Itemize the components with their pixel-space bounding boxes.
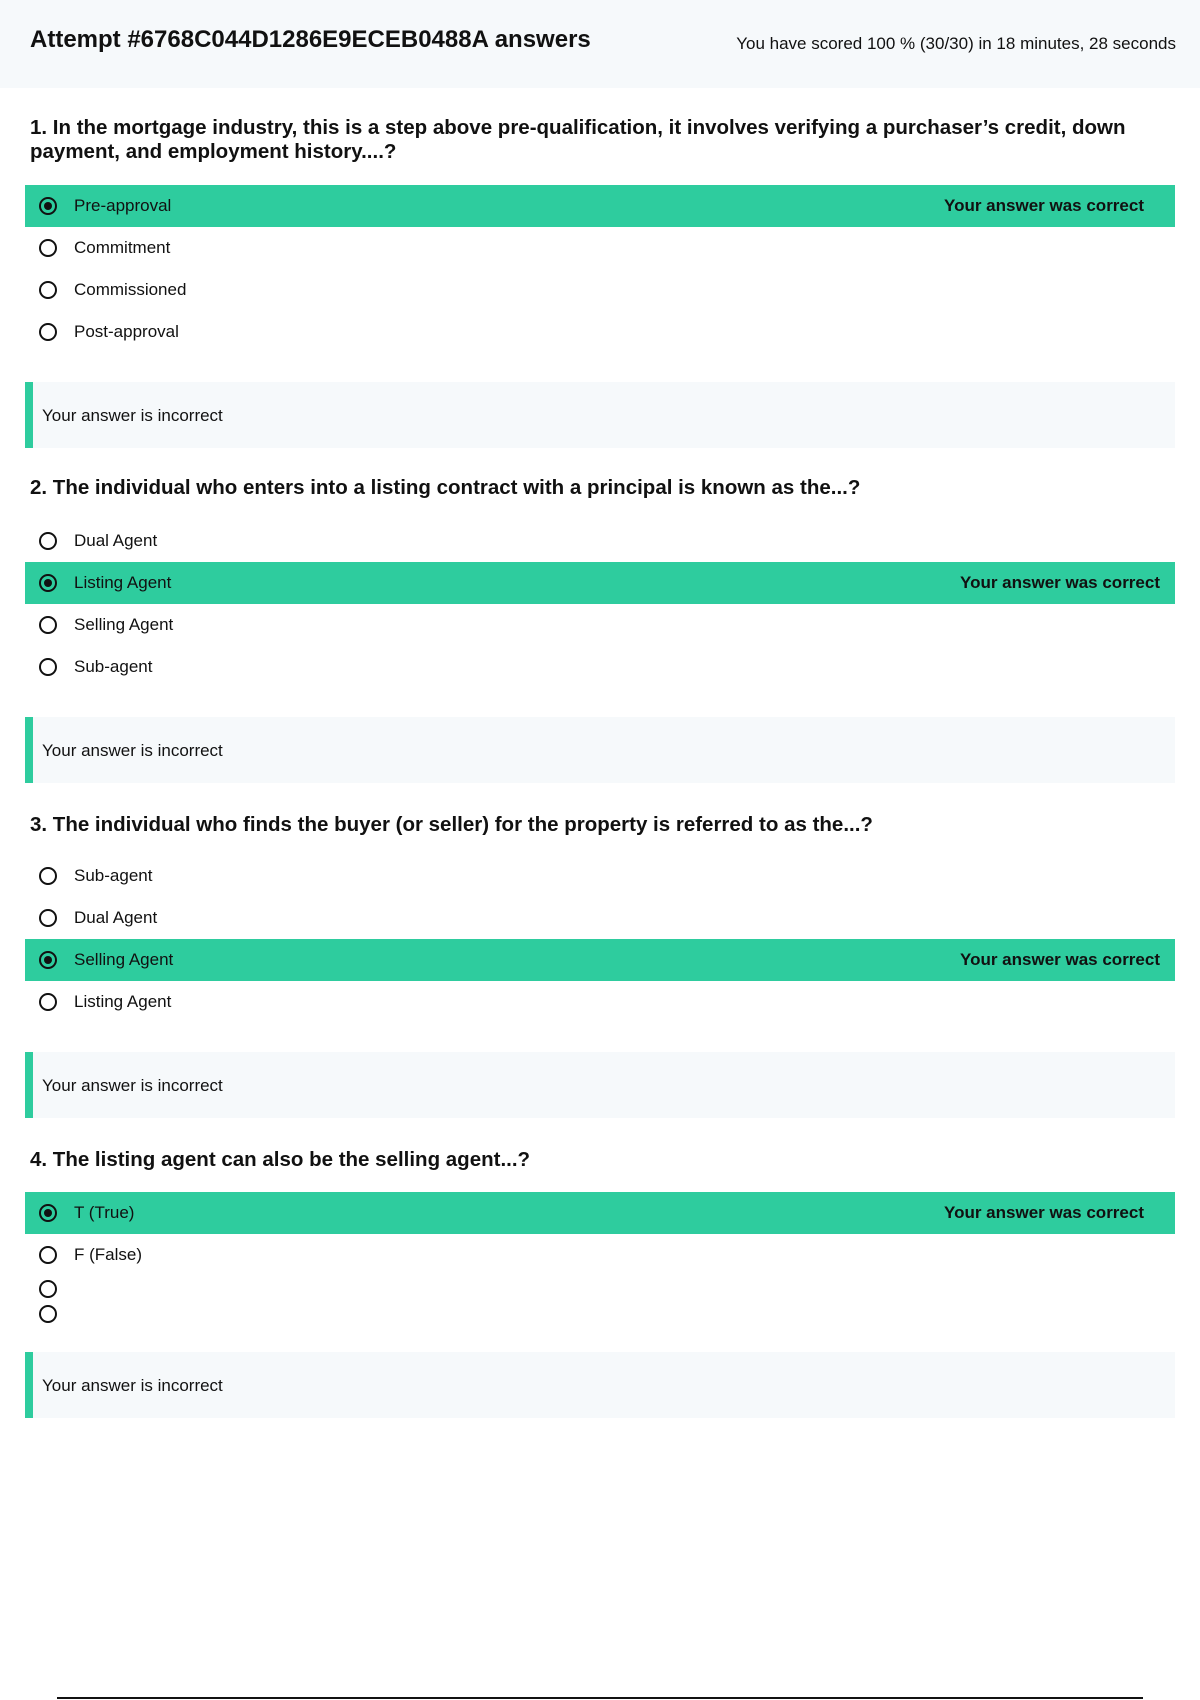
- option-selling-agent[interactable]: [25, 939, 1175, 981]
- question-1-text: 1. In the mortgage industry, this is a step above pre-qualification, it involves verifying a purchaser’s credit, down payment, and employment history....?: [30, 116, 1126, 163]
- answer-feedback: [25, 1052, 1175, 1118]
- option-label: Selling Agent: [74, 615, 174, 634]
- correct-answer-label: Your answer was correct: [960, 950, 1160, 969]
- score-summary: You have scored 100 % (30/30) in 18 minutes, 28 seconds: [736, 34, 1176, 53]
- answer-feedback: [25, 382, 1175, 448]
- option-commitment[interactable]: [25, 227, 1175, 269]
- feedback-text: Your answer is incorrect: [42, 1376, 223, 1395]
- radio-checked-icon[interactable]: [39, 951, 57, 969]
- option-true[interactable]: [25, 1192, 1175, 1234]
- question-1-options: [25, 185, 1175, 353]
- attempt-title: Attempt #6768C044D1286E9ECEB0488A answers: [30, 26, 591, 53]
- option-label: Dual Agent: [74, 908, 158, 927]
- radio-unchecked-icon[interactable]: [39, 1280, 57, 1298]
- option-label: Pre-approval: [74, 196, 172, 215]
- option-label: Commissioned: [74, 280, 187, 299]
- question-3-options: [25, 855, 1175, 1023]
- option-commissioned[interactable]: [25, 269, 1175, 311]
- answer-feedback: [25, 717, 1175, 783]
- option-listing-agent[interactable]: [25, 562, 1175, 604]
- radio-unchecked-icon[interactable]: [39, 532, 57, 550]
- question-3-text: 3. The individual who finds the buyer (or seller) for the property is referred to as the...?: [30, 813, 873, 836]
- radio-unchecked-icon[interactable]: [39, 239, 57, 257]
- option-false[interactable]: [25, 1234, 1175, 1276]
- option-sub-agent[interactable]: [25, 646, 1175, 688]
- radio-unchecked-icon[interactable]: [39, 1305, 57, 1323]
- question-4-options: [25, 1192, 1175, 1326]
- feedback-text: Your answer is incorrect: [42, 406, 223, 425]
- option-label: Post-approval: [74, 322, 179, 341]
- option-label: Sub-agent: [74, 657, 153, 676]
- option-label: Dual Agent: [74, 531, 158, 550]
- correct-answer-label: Your answer was correct: [944, 1203, 1144, 1222]
- option-dual-agent[interactable]: [25, 520, 1175, 562]
- radio-unchecked-icon[interactable]: [39, 867, 57, 885]
- question-2-options: [25, 520, 1175, 688]
- option-label: Listing Agent: [74, 573, 172, 592]
- radio-unchecked-icon[interactable]: [39, 909, 57, 927]
- option-label: Commitment: [74, 238, 171, 257]
- option-label: F (False): [74, 1245, 142, 1264]
- option-label: Sub-agent: [74, 866, 153, 885]
- feedback-text: Your answer is incorrect: [42, 741, 223, 760]
- question-4-text: 4. The listing agent can also be the selling agent...?: [30, 1148, 531, 1171]
- option-post-approval[interactable]: [25, 311, 1175, 353]
- radio-checked-icon[interactable]: [39, 1204, 57, 1222]
- option-dual-agent[interactable]: [25, 897, 1175, 939]
- radio-unchecked-icon[interactable]: [39, 616, 57, 634]
- radio-unchecked-icon[interactable]: [39, 281, 57, 299]
- radio-unchecked-icon[interactable]: [39, 323, 57, 341]
- option-label: Listing Agent: [74, 992, 172, 1011]
- correct-answer-label: Your answer was correct: [960, 573, 1160, 592]
- radio-unchecked-icon[interactable]: [39, 993, 57, 1011]
- radio-checked-icon[interactable]: [39, 197, 57, 215]
- option-selling-agent[interactable]: [25, 604, 1175, 646]
- radio-checked-icon[interactable]: [39, 574, 57, 592]
- answer-feedback: [25, 1352, 1175, 1418]
- option-empty[interactable]: [25, 1276, 1175, 1301]
- correct-answer-label: Your answer was correct: [944, 196, 1144, 215]
- radio-unchecked-icon[interactable]: [39, 1246, 57, 1264]
- option-label: Selling Agent: [74, 950, 174, 969]
- footer-divider: [57, 1697, 1143, 1699]
- option-label: T (True): [74, 1203, 135, 1222]
- question-2-text: 2. The individual who enters into a listing contract with a principal is known as the...?: [30, 476, 861, 499]
- option-sub-agent[interactable]: [25, 855, 1175, 897]
- attempt-header: [0, 0, 1200, 88]
- option-listing-agent[interactable]: [25, 981, 1175, 1023]
- option-empty[interactable]: [25, 1301, 1175, 1326]
- option-pre-approval[interactable]: [25, 185, 1175, 227]
- feedback-text: Your answer is incorrect: [42, 1076, 223, 1095]
- radio-unchecked-icon[interactable]: [39, 658, 57, 676]
